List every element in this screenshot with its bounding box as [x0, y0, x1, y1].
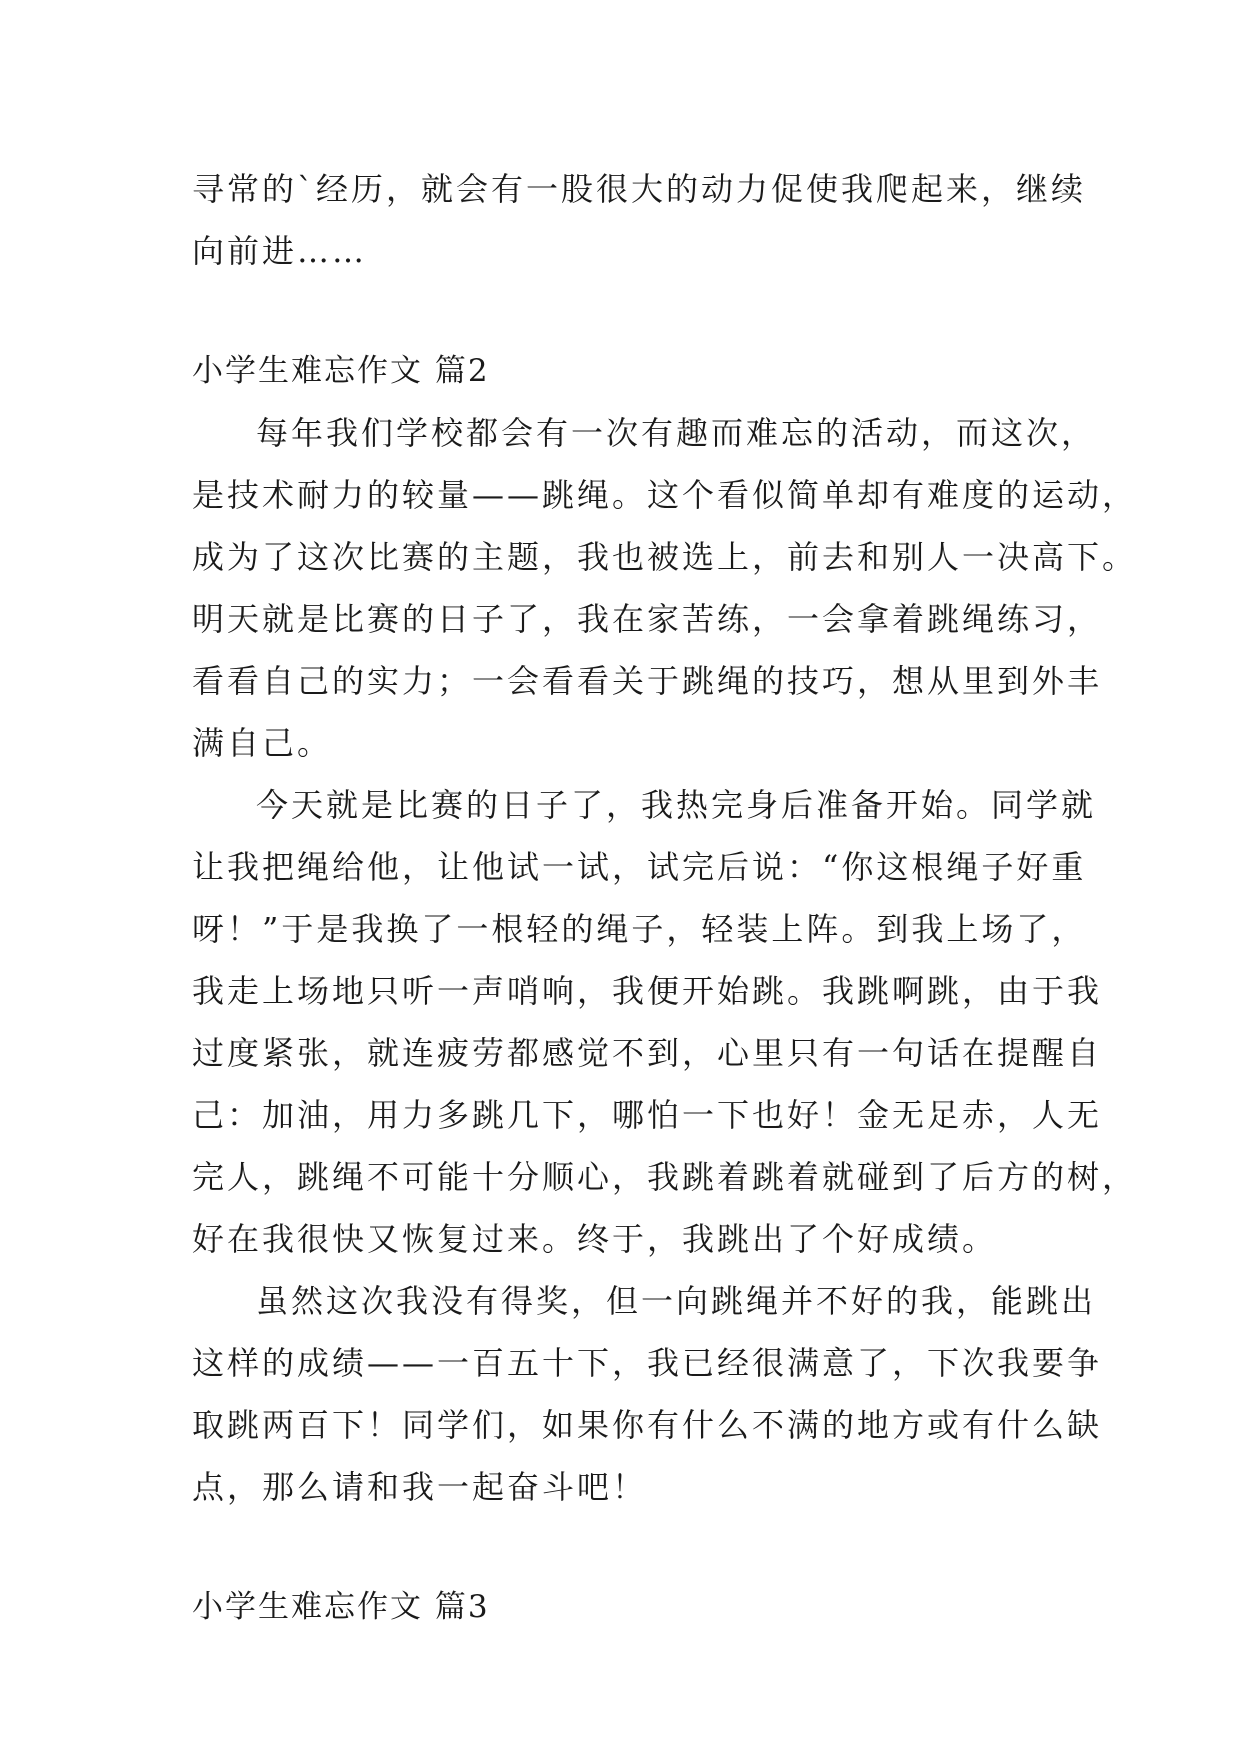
- text-line: 是技术耐力的较量——跳绳。这个看似简单却有难度的运动，: [192, 476, 1138, 514]
- paragraph-1: [192, 402, 1138, 774]
- paragraph-2: [192, 774, 1138, 1270]
- text-line: 完人，跳绳不可能十分顺心，我跳着跳着就碰到了后方的树，: [192, 1158, 1138, 1196]
- text-line: 己：加油，用力多跳几下，哪怕一下也好！金无足赤，人无: [192, 1096, 1103, 1134]
- text-line: 点，那么请和我一起奋斗吧！: [192, 1468, 648, 1506]
- text-line: 满自己。: [192, 724, 333, 762]
- text-line: 让我把绳给他，让他试一试，试完后说：“你这根绳子好重: [192, 848, 1087, 886]
- text-line: 虽然这次我没有得奖，但一向跳绳并不好的我，能跳出: [256, 1282, 1097, 1320]
- continuation-paragraph: [192, 158, 1087, 282]
- text-line: 取跳两百下！同学们，如果你有什么不满的地方或有什么缺: [192, 1406, 1103, 1444]
- paragraph-3: [192, 1270, 1103, 1518]
- text-line: 寻常的`经历，就会有一股很大的动力促使我爬起来，继续: [192, 170, 1087, 208]
- text-line: 今天就是比赛的日子了，我热完身后准备开始。同学就: [256, 786, 1097, 824]
- text-line: 成为了这次比赛的主题，我也被选上，前去和别人一决高下。: [192, 538, 1138, 576]
- text-line: 明天就是比赛的日子了，我在家苦练，一会拿着跳绳练习，: [192, 600, 1103, 638]
- section-heading: 小学生难忘作文 篇2: [192, 353, 490, 389]
- text-line: 呀！”于是我换了一根轻的绳子，轻装上阵。到我上场了，: [192, 910, 1087, 948]
- document-page: [192, 158, 1138, 1638]
- text-line: 过度紧张，就连疲劳都感觉不到，心里只有一句话在提醒自: [192, 1034, 1103, 1072]
- text-line: 好在我很快又恢复过来。终于，我跳出了个好成绩。: [192, 1220, 998, 1258]
- text-line: 我走上场地只听一声哨响，我便开始跳。我跳啊跳，由于我: [192, 972, 1103, 1010]
- text-line: 这样的成绩——一百五十下，我已经很满意了，下次我要争: [192, 1344, 1103, 1382]
- text-line: 看看自己的实力；一会看看关于跳绳的技巧，想从里到外丰: [192, 662, 1103, 700]
- text-line: 向前进……: [192, 232, 368, 270]
- section-heading: 小学生难忘作文 篇3: [192, 1589, 490, 1625]
- text-line: 每年我们学校都会有一次有趣而难忘的活动，而这次，: [256, 414, 1097, 452]
